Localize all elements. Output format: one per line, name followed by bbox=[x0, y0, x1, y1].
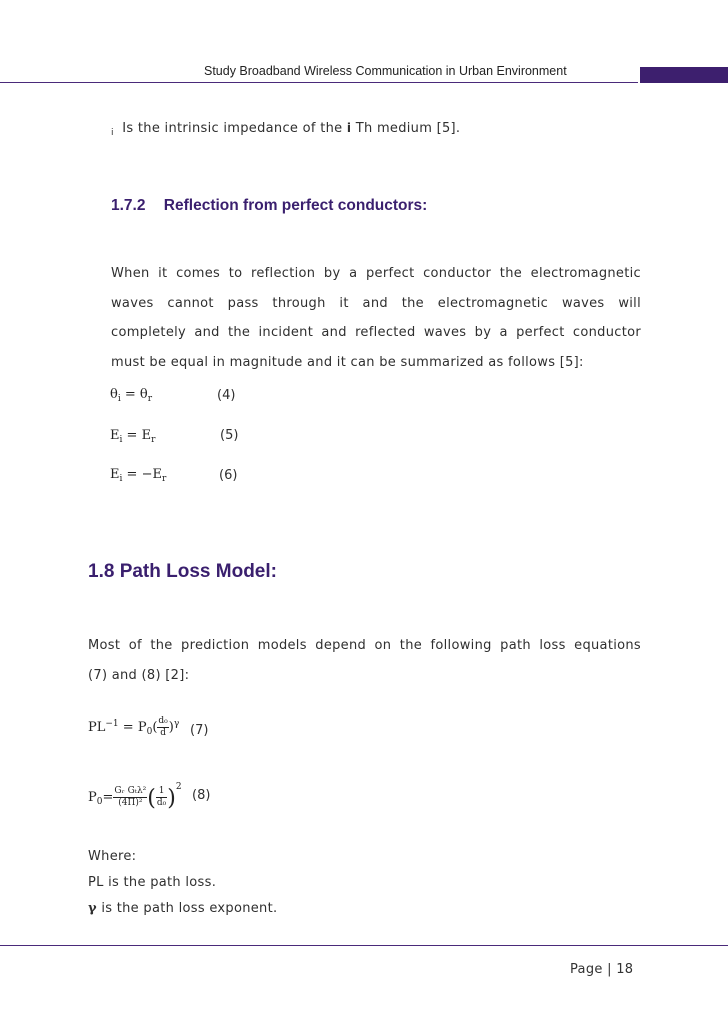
equation-6: $E_i = -E_r$ bbox=[110, 467, 167, 484]
paragraph-line: must be equal in magnitude and it can be summarized as follows [5]: bbox=[111, 354, 584, 370]
where-label: Where: bbox=[88, 849, 137, 864]
equation-7-number: (7) bbox=[190, 723, 209, 738]
paragraph-line: waves cannot pass through it and the electromagnetic waves will bbox=[111, 295, 641, 311]
equation-5: $E_i = E_r$ bbox=[110, 428, 156, 445]
paragraph-line: (7) and (8) [2]: bbox=[88, 667, 190, 683]
definition-pl: PL is the path loss. bbox=[88, 875, 217, 890]
intro-text-a: Is the intrinsic impedance of the bbox=[122, 121, 343, 136]
equation-5-number: (5) bbox=[220, 428, 239, 443]
impedance-subscript: i bbox=[111, 128, 114, 138]
paragraph-line: completely and the incident and reflected waves by a perfect conductor bbox=[111, 325, 641, 340]
section-heading-1-7-2 bbox=[111, 197, 427, 215]
equation-8: $P_0=$ $\frac{\text{Gᵣ Gₜλ²}}{\text{(4Π)²}}$ ( $\frac{1}{\text{d₀}}$ )$^2$ bbox=[88, 782, 182, 811]
section-title: Reflection from perfect conductors: bbox=[163, 197, 428, 214]
path-loss-paragraph bbox=[88, 631, 641, 690]
section-heading-1-8: 1.8 Path Loss Model: bbox=[88, 561, 277, 582]
definition-gamma: γ is the path loss exponent. bbox=[88, 901, 278, 916]
intrinsic-impedance-line bbox=[111, 121, 460, 138]
section-number: 1.7.2 bbox=[111, 197, 146, 214]
running-header-title: Study Broadband Wireless Communication in Urban Environment bbox=[204, 64, 567, 78]
equation-4-number: (4) bbox=[217, 388, 236, 403]
fraction: $\frac{1}{\text{d₀}}$ bbox=[156, 786, 167, 808]
fraction: $\frac{\text{Gᵣ Gₜλ²}}{\text{(4Π)²}}$ bbox=[114, 786, 147, 808]
gamma-symbol: γ bbox=[88, 901, 97, 916]
intro-text-b: Th medium [5]. bbox=[355, 121, 461, 136]
header-accent-bar bbox=[640, 67, 728, 83]
reflection-paragraph bbox=[111, 259, 641, 377]
page-number: Page | 18 bbox=[570, 962, 634, 977]
intro-bold-i: i bbox=[346, 121, 352, 135]
paragraph-line: Most of the prediction models depend on the following path loss equations bbox=[88, 638, 641, 653]
equation-8-number: (8) bbox=[192, 788, 211, 803]
equation-6-number: (6) bbox=[219, 468, 238, 483]
paragraph-line: When it comes to reflection by a perfect conductor the electromagnetic bbox=[111, 266, 641, 281]
footer-rule bbox=[0, 945, 728, 946]
header-rule bbox=[0, 82, 638, 83]
equation-7: $PL^{-1} = P_0$( $\frac{\text{d₀}}{d}$ )$^\gamma$ bbox=[88, 716, 180, 738]
fraction: $\frac{\text{d₀}}{d}$ bbox=[158, 716, 168, 738]
equation-4: $\theta_i = \theta_r$ bbox=[110, 387, 153, 404]
